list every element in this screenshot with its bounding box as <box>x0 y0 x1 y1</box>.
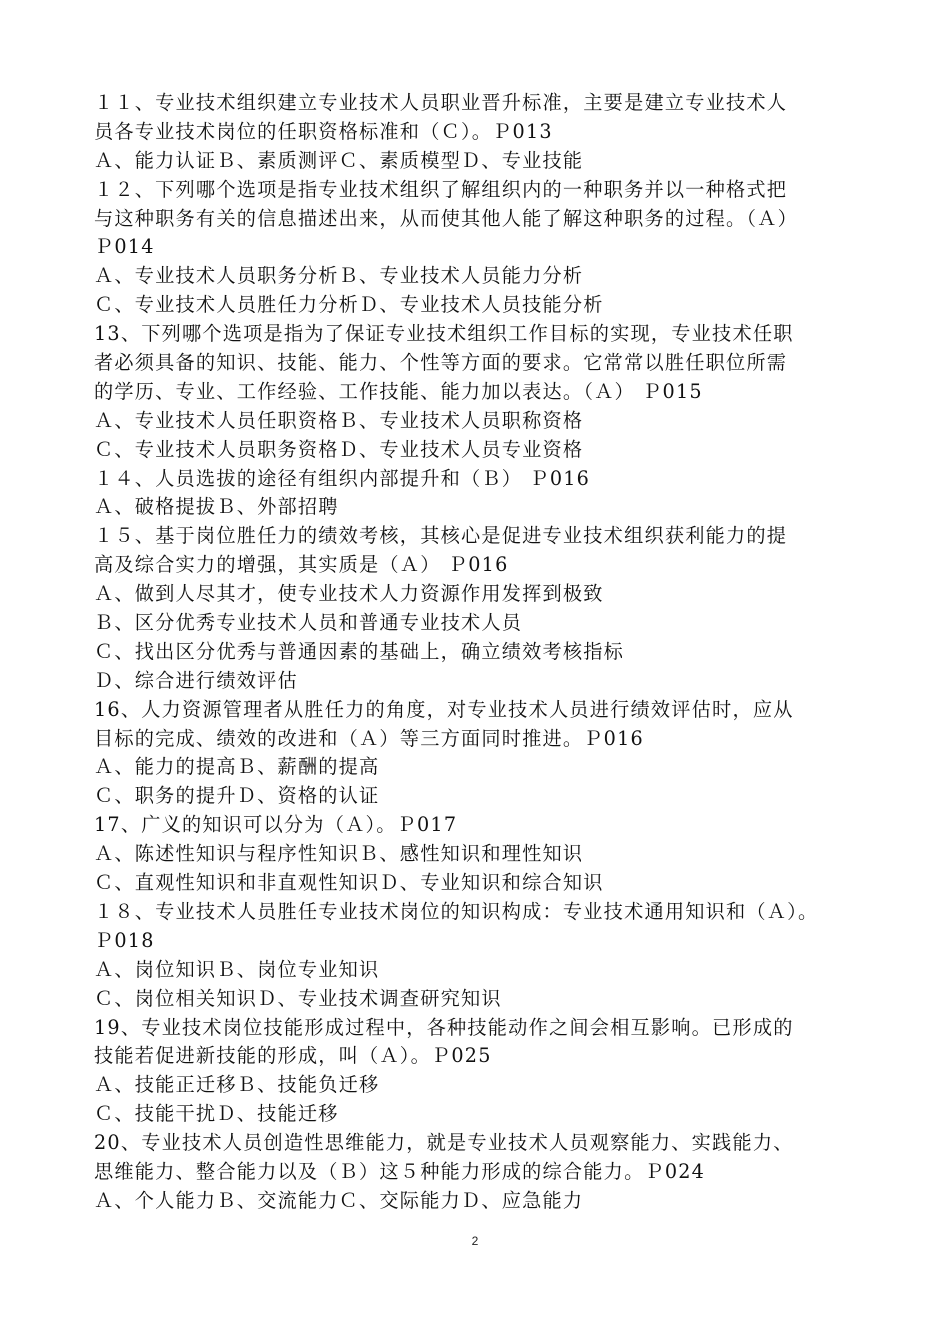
text-line: Ｂ、区分优秀专业技术人员和普通专业技术人员 <box>94 611 523 635</box>
text-line: 技能若促进新技能的形成，叫（Ａ）。Ｐ025 <box>94 1044 492 1068</box>
text-line: 者必须具备的知识、技能、能力、个性等方面的要求。它常常以胜任职位所需 <box>94 351 788 375</box>
text-line: 高及综合实力的增强，其实质是（Ａ） Ｐ016 <box>94 553 509 577</box>
text-line: 与这种职务有关的信息描述出来，从而使其他人能了解这种职务的过程。（Ａ） <box>94 206 798 230</box>
text-line: 17、广义的知识可以分为（Ａ）。Ｐ017 <box>94 813 458 837</box>
text-line: Ａ、做到人尽其才，使专业技术人力资源作用发挥到极致 <box>94 582 604 606</box>
text-line: Ｃ、职务的提升Ｄ、资格的认证 <box>94 784 380 808</box>
text-line: Ｄ、综合进行绩效评估 <box>94 668 298 692</box>
text-line: Ｃ、岗位相关知识Ｄ、专业技术调查研究知识 <box>94 986 502 1010</box>
text-line: 员各专业技术岗位的任职资格标准和（Ｃ）。Ｐ013 <box>94 119 553 143</box>
text-line: Ｐ018 <box>94 928 155 952</box>
text-line: １８、专业技术人员胜任专业技术岗位的知识构成：专业技术通用知识和（Ａ）。 <box>94 899 819 923</box>
text-line: １４、人员选拔的途径有组织内部提升和（Ｂ） Ｐ016 <box>94 466 591 490</box>
text-line: 13、下列哪个选项是指为了保证专业技术组织工作目标的实现，专业技术任职 <box>94 322 794 346</box>
text-line: 16、人力资源管理者从胜任力的角度，对专业技术人员进行绩效评估时，应从 <box>94 697 794 721</box>
text-line: Ｃ、技能干扰Ｄ、技能迁移 <box>94 1102 339 1126</box>
text-line: Ａ、专业技术人员职务分析Ｂ、专业技术人员能力分析 <box>94 264 584 288</box>
text-line: １２、下列哪个选项是指专业技术组织了解组织内的一种职务并以一种格式把 <box>94 177 788 201</box>
text-line: Ａ、技能正迁移Ｂ、技能负迁移 <box>94 1073 380 1097</box>
question-text-block <box>94 89 864 1216</box>
page-number: 2 <box>471 1234 479 1248</box>
text-line: Ａ、个人能力Ｂ、交流能力Ｃ、交际能力Ｄ、应急能力 <box>94 1188 584 1212</box>
text-line: 20、专业技术人员创造性思维能力，就是专业技术人员观察能力、实践能力、 <box>94 1131 794 1155</box>
text-line: １１、专业技术组织建立专业技术人员职业晋升标准，主要是建立专业技术人 <box>94 91 788 114</box>
text-line: Ｃ、直观性知识和非直观性知识Ｄ、专业知识和综合知识 <box>94 871 604 895</box>
text-line: Ａ、破格提拔Ｂ、外部招聘 <box>94 495 339 519</box>
text-line: Ｐ014 <box>94 235 155 259</box>
text-line: 目标的完成、绩效的改进和（Ａ）等三方面同时推进。Ｐ016 <box>94 726 644 750</box>
text-line: Ｃ、专业技术人员胜任力分析Ｄ、专业技术人员技能分析 <box>94 293 604 317</box>
text-line: 19、专业技术岗位技能形成过程中，各种技能动作之间会相互影响。已形成的 <box>94 1015 794 1039</box>
text-line: Ｃ、专业技术人员职务资格Ｄ、专业技术人员专业资格 <box>94 437 584 461</box>
text-line: Ｃ、找出区分优秀与普通因素的基础上，确立绩效考核指标 <box>94 639 625 663</box>
text-line: 思维能力、整合能力以及（Ｂ）这５种能力形成的综合能力。Ｐ024 <box>94 1159 706 1183</box>
text-line: Ａ、能力的提高Ｂ、薪酬的提高 <box>94 755 380 779</box>
text-line: Ａ、岗位知识Ｂ、岗位专业知识 <box>94 957 380 981</box>
text-line: １５、基于岗位胜任力的绩效考核，其核心是促进专业技术组织获利能力的提 <box>94 524 788 548</box>
text-line: Ａ、能力认证Ｂ、素质测评Ｃ、素质模型Ｄ、专业技能 <box>94 148 584 172</box>
text-line: Ａ、专业技术人员任职资格Ｂ、专业技术人员职称资格 <box>94 408 584 432</box>
text-line: 的学历、专业、工作经验、工作技能、能力加以表达。（Ａ） Ｐ015 <box>94 379 703 403</box>
text-line: Ａ、陈述性知识与程序性知识Ｂ、感性知识和理性知识 <box>94 842 584 866</box>
